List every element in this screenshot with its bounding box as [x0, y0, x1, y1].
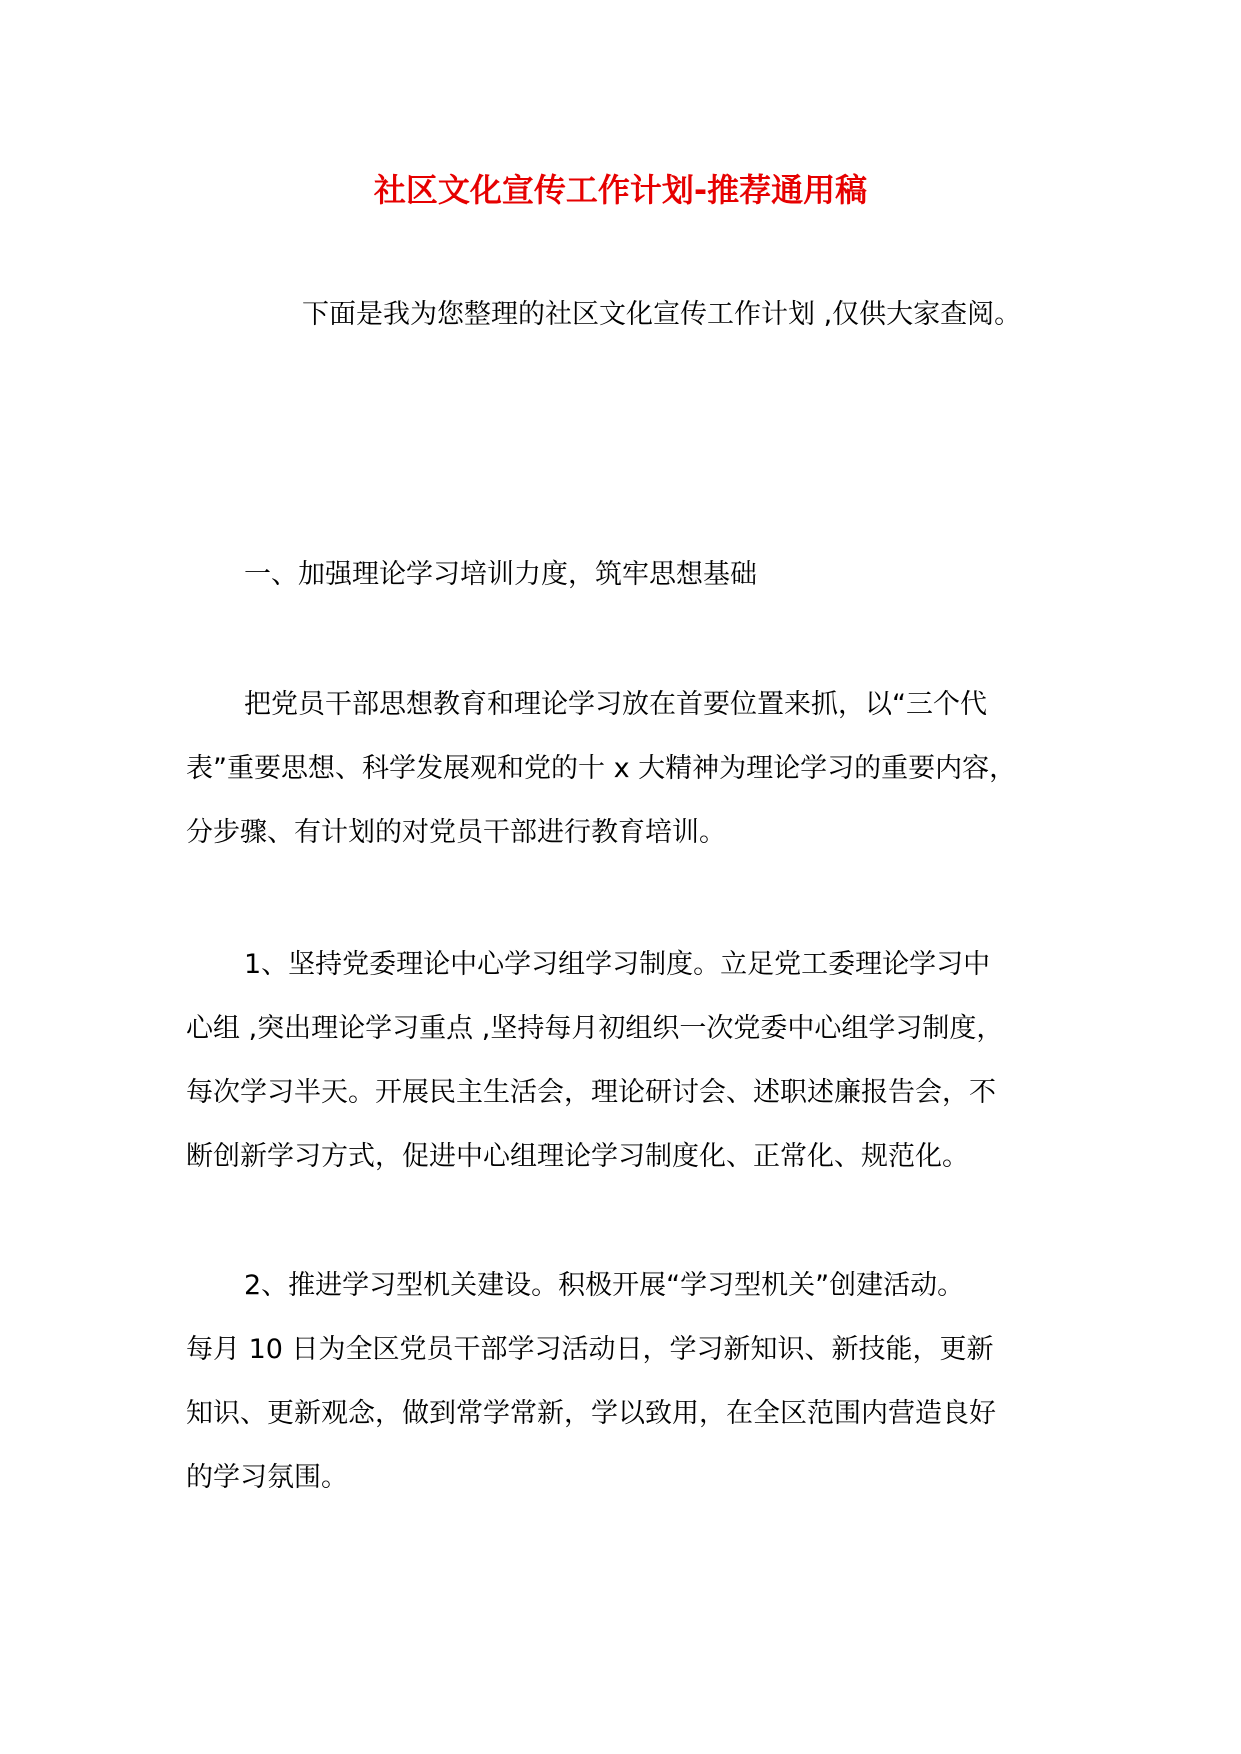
paragraph-1	[186, 673, 1056, 865]
paragraph-line: 知识、更新观念，做到常学常新，学以致用，在全区范围内营造良好	[186, 1398, 996, 1429]
intro-text: 下面是我为您整理的社区文化宣传工作计划 ,仅供大家查阅。	[302, 299, 1022, 330]
paragraph-line: 把党员干部思想教育和理论学习放在首要位置来抓，以“三个代	[244, 689, 987, 720]
document-title: 社区文化宣传工作计划-推荐通用稿	[373, 171, 868, 209]
paragraph-3	[186, 1254, 1056, 1510]
paragraph-line: 的学习氛围。	[186, 1462, 348, 1493]
paragraph-line: 心组 ,突出理论学习重点 ,坚持每月初组织一次党委中心组学习制度，	[186, 1013, 1004, 1044]
paragraph-2	[186, 933, 1056, 1189]
paragraph-line: 1、坚持党委理论中心学习组学习制度。立足党工委理论学习中	[244, 949, 991, 980]
paragraph-line: 每次学习半天。开展民主生活会，理论研讨会、述职述廉报告会，不	[186, 1077, 996, 1108]
paragraph-line: 2、推进学习型机关建设。积极开展“学习型机关”创建活动。	[244, 1270, 965, 1301]
paragraph-line: 表”重要思想、科学发展观和党的十 x 大精神为理论学习的重要内容，	[186, 753, 1017, 784]
paragraph-line: 断创新学习方式，促进中心组理论学习制度化、正常化、规范化。	[186, 1141, 969, 1172]
section-heading: 一、加强理论学习培训力度，筑牢思想基础	[244, 559, 757, 590]
paragraph-line: 每月 10 日为全区党员干部学习活动日，学习新知识、新技能，更新	[186, 1334, 994, 1365]
paragraph-line: 分步骤、有计划的对党员干部进行教育培训。	[186, 817, 726, 848]
